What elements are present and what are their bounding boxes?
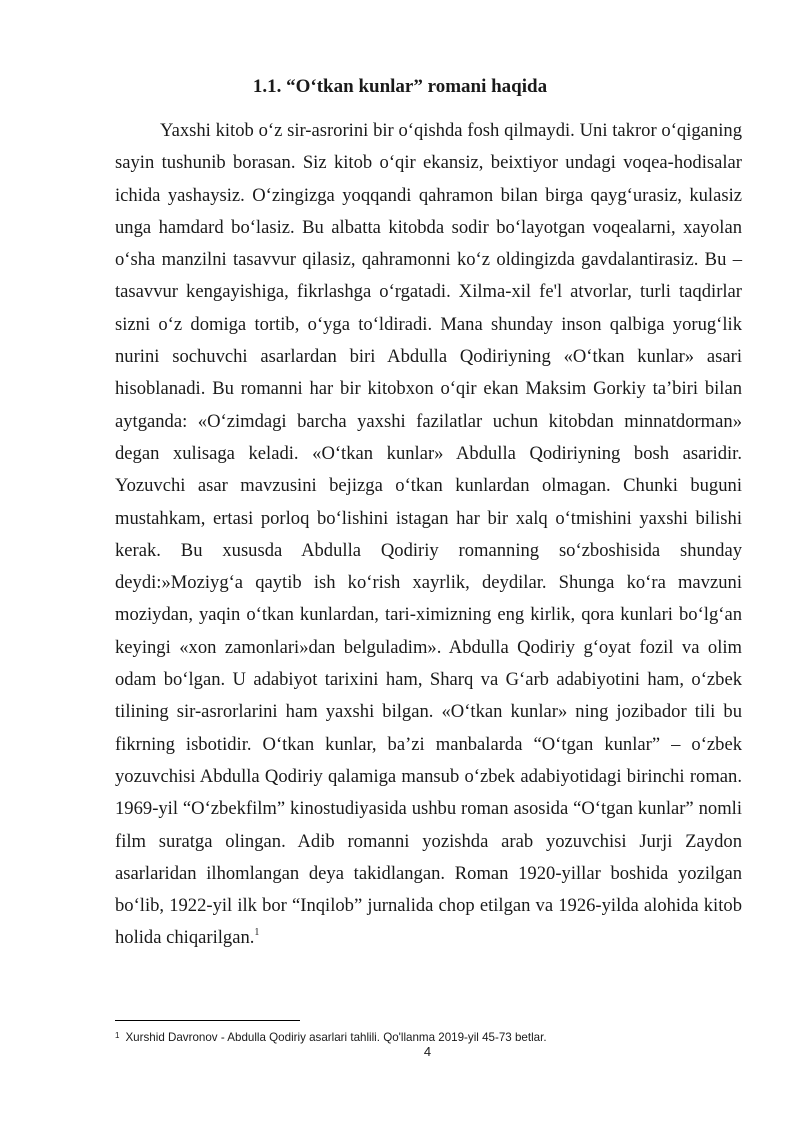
footnote-marker: 1: [115, 1031, 120, 1040]
paragraph-text: Yaxshi kitob o‘z sir-asrorini bir o‘qishda fosh qilmaydi. Uni takror o‘qiganing sayin tushunib borasan. Siz kitob o‘qir ekansiz, beixtiyor undagi voqea-hodisalar ichida yashaysiz. O‘zingizga yoqqandi qahramon bilan birga qayg‘urasiz, kulasiz unga hamdard bo‘lasiz. Bu albatta kitobda sodir bo‘layotgan voqealarni, xayolan o‘sha manzilni tasavvur qilasiz, qahramonni ko‘z oldingizda gavdalantirasiz. Bu – tasavvur kengayishiga, fikrlashga o‘rgatadi. Xilma-xil fe'l atvorlar, turli taqdirlar sizni o‘z domiga tortib, o‘yga to‘ldiradi. Mana shunday inson qalbiga yorug‘lik nurini sochuvchi asarlardan biri Abdulla Qodiriyning «O‘tkan kunlar» asari hisoblanadi. Bu romanni har bir kitobxon o‘qir ekan Maksim Gorkiy ta’biri bilan aytganda: «O‘zimdagi barcha yaxshi fazilatlar uchun kitobdan minnatdorman» degan xulisaga keladi. «O‘tkan kunlar» Abdulla Qodiriyning bosh asaridir. Yozuvchi asar mavzusini bejizga o‘tkan kunlardan olmagan. Chunki buguni mustahkam, ertasi porloq bo‘lishini istagan har bir xalq o‘tmishini yaxshi bilishi kerak. Bu xususda Abdulla Qodiriy romanning so‘zboshisida shunday deydi:»Moziyg‘a qaytib ish ko‘rish xayrlik, deydilar. Shunga ko‘ra mavzuni moziydan, yaqin o‘tkan kunlardan, tari-ximizning eng kirlik, qora kunlari bo‘lg‘an keyingi «xon zamonlari»dan belguladim». Abdulla Qodiriy g‘oyat fozil va olim odam bo‘lgan. U adabiyot tarixini ham, Sharq va G‘arb adabiyotini ham, o‘zbek tilining sir-asrorlarini ham yaxshi bilgan. «O‘tkan kunlar» ning jozibador tili bu fikrning isbotidir. O‘tkan kunlar, ba’zi manbalarda “O‘tgan kunlar” – o‘zbek yozuvchisi Abdulla Qodiriy qalamiga mansub o‘zbek adabiyotidagi birinchi roman. 1969-yil “O‘zbekfilm” kinostudiyasida ushbu roman asosida “O‘tgan kunlar” nomli film suratga olingan. Adib romanni yozishda arab yozuvchisi Jurji Zaydon asarlaridan ilhomlangan deya takidlangan. Roman 1920-yillar boshida yozilgan bo‘lib, 1922-yil ilk bor “Inqilob” jurnalida chop etilgan va 1926-yilda alohida kitob holida chiqarilgan.: [115, 120, 742, 949]
section-heading: 1.1. “O‘tkan kunlar” romani haqida: [252, 76, 548, 97]
footnote-separator: [115, 1020, 300, 1021]
page-number: 4: [423, 1044, 432, 1059]
body-paragraph: [115, 115, 742, 955]
footnote-reference: 1: [254, 927, 260, 939]
footnote-text: Xurshid Davronov - Abdulla Qodiriy asarlari tahlili. Qo'llanma 2019-yil 45-73 betlar.: [125, 1031, 547, 1044]
